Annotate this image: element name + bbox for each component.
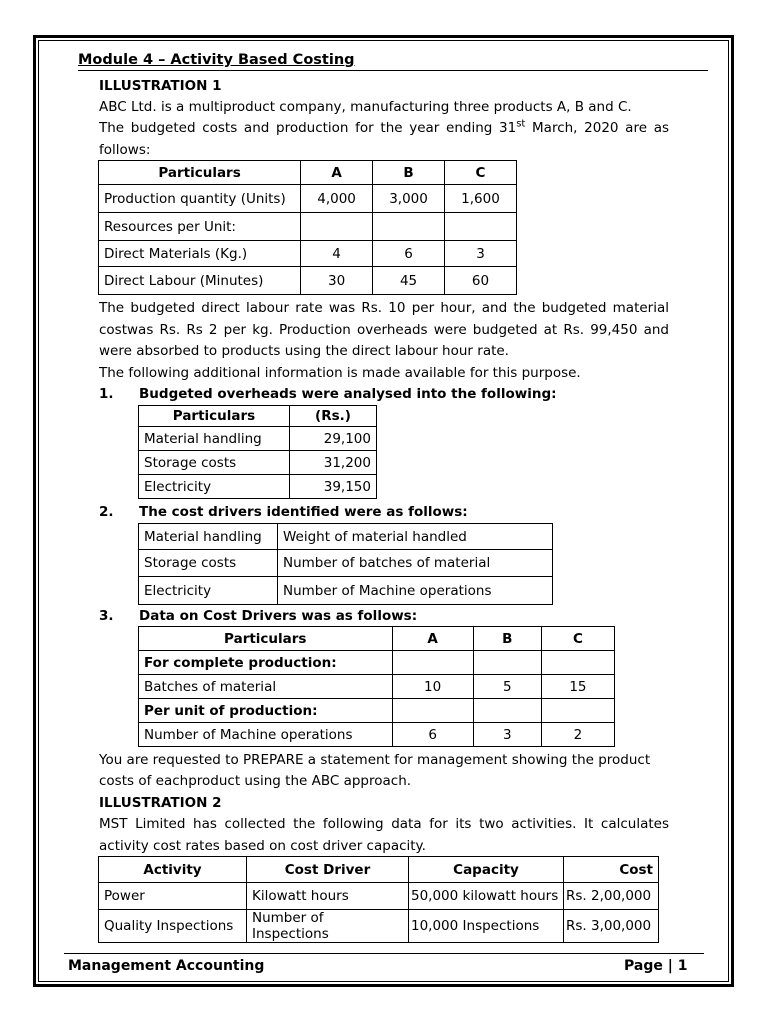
item-2-number: 2.	[99, 504, 114, 520]
module-title: Module 4 – Activity Based Costing	[78, 52, 355, 68]
table-row: Material handling Weight of material handled	[139, 524, 553, 550]
table-row: Number of Machine operations 6 3 2	[139, 723, 615, 747]
illustration-1-intro-2: The budgeted costs and production for the year ending 31st March, 2020 are as follows:	[99, 118, 669, 158]
table-row: Quality Inspections Number of Inspections 10,000 Inspections Rs. 3,00,000	[99, 910, 659, 943]
illustration-2-intro: MST Limited has collected the following data for its two activities. It calculates activity cost rates based on cost driver capacity.	[99, 816, 669, 854]
table-header: Capacity	[409, 857, 564, 883]
item-3-number: 3.	[99, 608, 114, 624]
production-table	[98, 160, 517, 295]
table-row: Storage costs 31,200	[139, 451, 377, 475]
table-header: C	[541, 627, 614, 651]
item-2-heading: The cost drivers identified were as follows:	[139, 504, 468, 520]
table-row: Power Kilowatt hours 50,000 kilowatt hours Rs. 2,00,000	[99, 883, 659, 910]
illustration-1-heading: ILLUSTRATION 1	[99, 78, 222, 94]
table-header: Particulars	[99, 161, 301, 185]
closing-line-1: You are requested to PREPARE a statement for management showing the product	[99, 752, 651, 768]
cost-driver-data-table	[138, 626, 615, 747]
table-header: Cost	[564, 857, 659, 883]
activity-table	[98, 856, 659, 943]
table-header: A	[301, 161, 373, 185]
table-row: Direct Materials (Kg.) 4 6 3	[99, 241, 517, 267]
table-row: Resources per Unit:	[99, 213, 517, 241]
table-header: (Rs.)	[290, 406, 377, 427]
item-1-number: 1.	[99, 386, 114, 402]
footer-course-title: Management Accounting	[68, 958, 265, 974]
table-header: Activity	[99, 857, 247, 883]
table-header: Particulars	[139, 627, 393, 651]
footer-rule	[64, 953, 704, 954]
table-header: B	[473, 627, 541, 651]
cost-drivers-table	[138, 523, 553, 605]
table-row: Electricity 39,150	[139, 475, 377, 499]
table-row: Material handling 29,100	[139, 427, 377, 451]
closing-line-2: costs of eachproduct using the ABC approach.	[99, 773, 412, 789]
illustration-2-heading: ILLUSTRATION 2	[99, 795, 222, 811]
item-1-heading: Budgeted overheads were analysed into the following:	[139, 386, 557, 402]
page-number: Page | 1	[624, 958, 688, 974]
table-header: B	[373, 161, 445, 185]
table-header: C	[445, 161, 517, 185]
table-section-row: Per unit of production:	[139, 699, 615, 723]
table-row: Batches of material 10 5 15	[139, 675, 615, 699]
item-3-heading: Data on Cost Drivers was as follows:	[139, 608, 418, 624]
table-row: Production quantity (Units) 4,000 3,000 1,600	[99, 185, 517, 213]
table-row: Storage costs Number of batches of material	[139, 550, 553, 577]
table-header: A	[392, 627, 473, 651]
illustration-1-intro: ABC Ltd. is a multiproduct company, manufacturing three products A, B and C.	[99, 99, 632, 115]
table-section-row: For complete production:	[139, 651, 615, 675]
labour-rate-paragraph: The budgeted direct labour rate was Rs. 10 per hour, and the budgeted material costwas Rs. Rs 2 per kg. Production overheads were budgeted at Rs. 99,450 and were absorbed to products using the direct labour hour rate. The following additional information is made available for this purpose.	[99, 300, 669, 381]
overheads-table	[138, 405, 377, 499]
table-row: Electricity Number of Machine operations	[139, 577, 553, 605]
table-header: Particulars	[139, 406, 290, 427]
table-header: Cost Driver	[247, 857, 409, 883]
header-rule	[78, 70, 708, 71]
table-row: Direct Labour (Minutes) 30 45 60	[99, 267, 517, 295]
